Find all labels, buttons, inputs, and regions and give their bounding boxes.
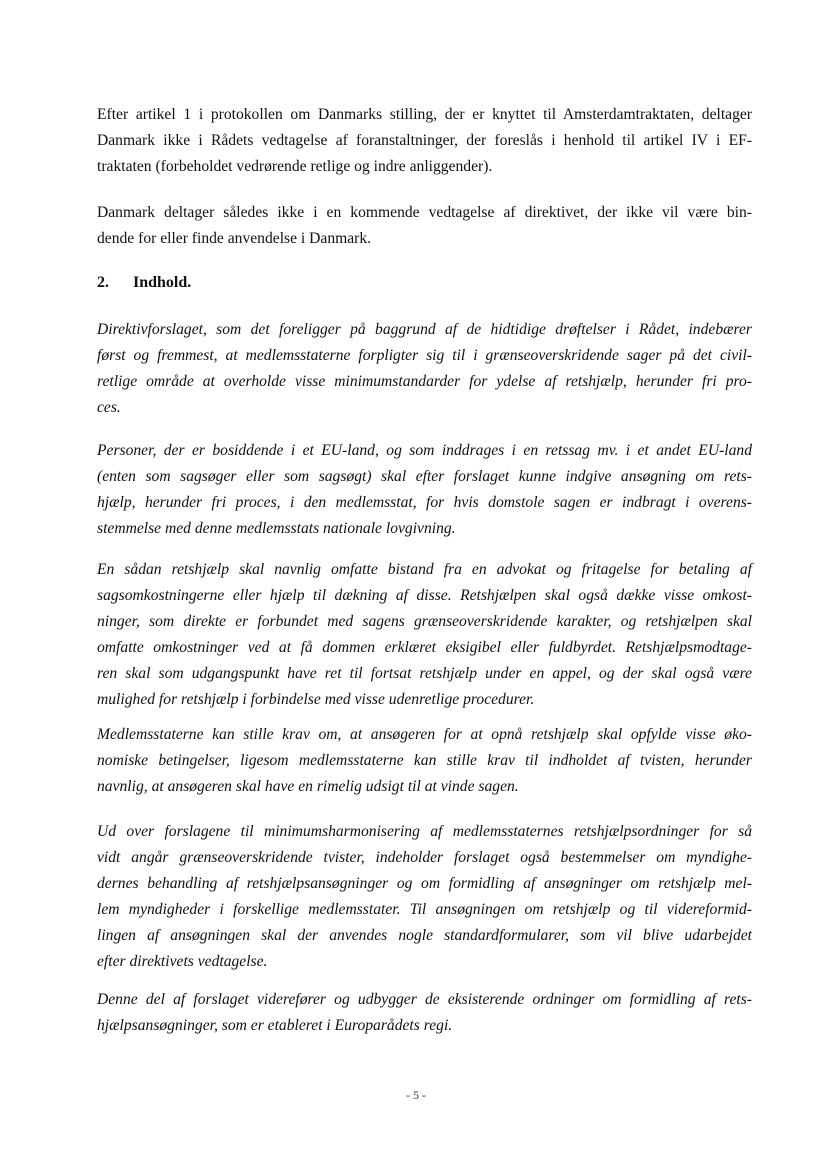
text-line: vidt angår grænseoverskridende tvister, indeholder forslaget også bestemmelser om myndighe- [97,849,752,866]
text-line: Direktivforslaget, som det foreligger på baggrund af de hidtidige drøftelser i Rådet, indebærer [97,321,752,338]
text-line: Medlemsstaterne kan stille krav om, at ansøgeren for at opnå retshjælp skal opfylde visse øko- [97,726,752,743]
section-number: 2. [97,274,109,291]
text-line: Denne del af forslaget viderefører og udbygger de eksisterende ordninger om formidling af rets- [97,991,752,1008]
text-line: ninger, som direkte er forbundet med sagens grænseoverskridende karakter, og retshjælpen skal [97,613,752,630]
text-line: Efter artikel 1 i protokollen om Danmarks stilling, der er knyttet til Amsterdamtraktaten, deltager [97,106,752,123]
text-line: retlige område at overholde visse minimumstandarder for ydelse af retshjælp, herunder fri pro- [97,373,752,390]
text-line: mulighed for retshjælp i forbindelse med visse udenretlige procedurer. [97,691,535,708]
text-line: efter direktivets vedtagelse. [97,953,268,970]
text-line: navnlig, at ansøgeren skal have en rimelig udsigt til at vinde sagen. [97,778,519,795]
text-line: lem myndigheder i forskellige medlemsstater. Til ansøgningen om retshjælp og til videreformid- [97,901,752,918]
text-line: (enten som sagsøger eller som sagsøgt) skal efter forslaget kunne indgive ansøgning om rets- [97,468,752,485]
text-line: lingen af ansøgningen skal der anvendes nogle standardformularer, som vil blive udarbejdet [97,927,752,944]
text-line: Danmark deltager således ikke i en kommende vedtagelse af direktivet, der ikke vil være bin- [97,204,752,221]
text-line: dende for eller finde anvendelse i Danmark. [97,230,372,247]
text-line: Ud over forslagene til minimumsharmonisering af medlemsstaternes retshjælpsordninger for så [97,823,752,840]
text-line: En sådan retshjælp skal navnlig omfatte bistand fra en advokat og fritagelse for betaling af [97,561,752,578]
text-line: hjælpsansøgninger, som er etableret i Europarådets regi. [97,1017,453,1034]
text-line: nomiske betingelser, ligesom medlemsstaterne kan stille krav til indholdet af tvisten, herunder [97,752,752,769]
text-line: Danmark ikke i Rådets vedtagelse af foranstaltninger, der foreslås i henhold til artikel IV i EF- [97,132,752,149]
text-line: omfatte omkostninger ved at få dommen erklæret eksigibel eller fuldbyrdet. Retshjælpsmodtage- [97,639,752,656]
text-line: ren skal som udgangspunkt have ret til fortsat retshjælp under en appel, og der skal også være [97,665,752,682]
text-line: først og fremmest, at medlemsstaterne forpligter sig til i grænseoverskridende sager på det civil- [97,347,752,364]
section-title: Indhold. [133,274,192,291]
text-line: hjælp, herunder fri proces, i den medlemsstat, for hvis domstole sagen er indbragt i overens- [97,494,752,511]
page-number: - 5 - [406,1088,426,1102]
text-line: traktaten (forbeholdet vedrørende retlige og indre anliggender). [97,158,493,175]
text-line: sagsomkostningerne eller hjælp til dækning af disse. Retshjælpen skal også dække visse omkost- [97,587,752,604]
text-line: Personer, der er bosiddende i et EU-land, og som inddrages i en retssag mv. i et andet EU-land [97,442,752,459]
text-line: ces. [97,399,121,416]
text-line: stemmelse med denne medlemsstats nationale lovgivning. [97,520,456,537]
text-line: dernes behandling af retshjælpsansøgninger og om formidling af ansøgninger om retshjælp mel- [97,875,752,892]
